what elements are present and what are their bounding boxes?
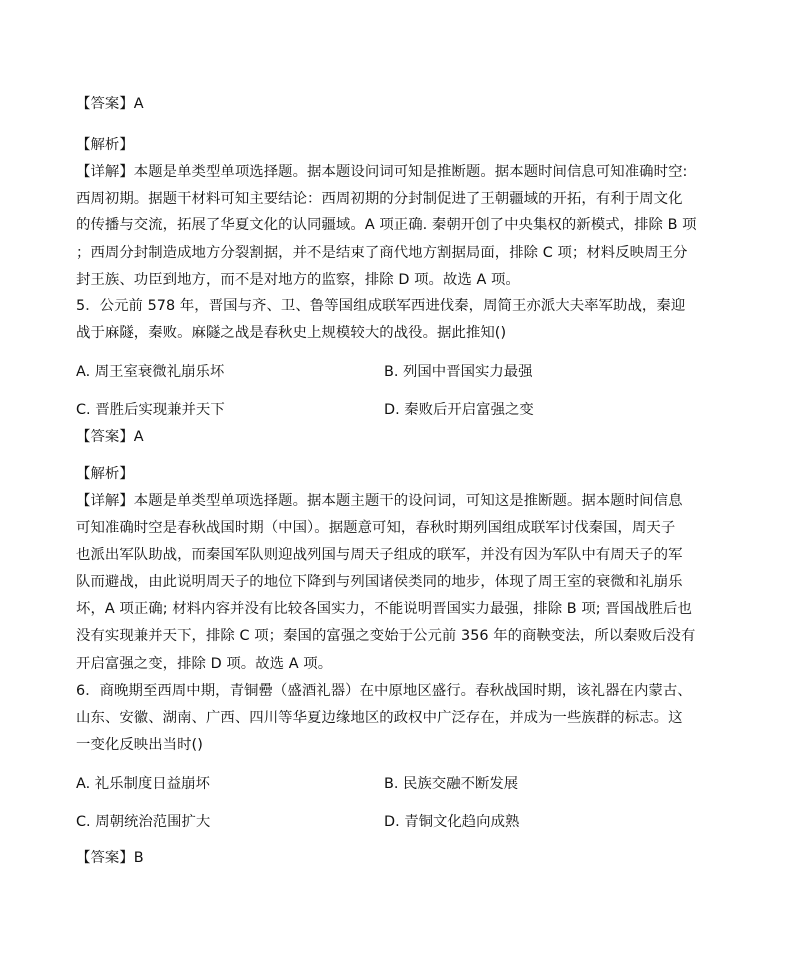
answer-label: 【答案】A	[76, 96, 144, 112]
question-6-stem: 山东、安徽、湖南、广西、四川等华夏边缘地区的政权中广泛存在，并成为一些族群的标志。这	[76, 710, 683, 726]
q5-option-b: B. 列国中晋国实力最强	[384, 364, 533, 380]
detail-line: 也派出军队助战，而秦国军队则迎战列国与周天子组成的联军，并没有因为军队中有周天子的军	[76, 547, 683, 563]
detail-line: 队而避战，由此说明周天子的地位下降到与列国诸侯类同的地步，体现了周王室的衰微和礼崩乐	[76, 574, 683, 590]
question-5-stem: 5．公元前 578 年，晋国与齐、卫、鲁等国组成联军西进伐秦，周简王亦派大夫率军助战，秦迎	[76, 298, 686, 314]
detail-line: 西周初期。据题干材料可知主要结论：西周初期的分封制促进了王朝疆域的开拓，有利于周文化	[76, 191, 683, 207]
q6-option-a: A. 礼乐制度日益崩坏	[76, 776, 210, 792]
answer-label: 【答案】B	[76, 850, 144, 866]
q5-option-d: D. 秦败后开启富强之变	[384, 402, 534, 418]
detail-line: 【详解】本题是单类型单项选择题。据本题主题干的设问词，可知这是推断题。据本题时间信息	[76, 493, 683, 509]
question-6-stem: 6．商晚期至西周中期，青铜罍（盛酒礼器）在中原地区盛行。春秋战国时期，该礼器在内蒙古、	[76, 683, 692, 699]
analysis-label: 【解析】	[76, 137, 134, 153]
detail-line: 可知准确时空是春秋战国时期（中国）。据题意可知，春秋时期列国组成联军讨伐秦国，周天子	[76, 520, 676, 536]
question-5-stem: 战于麻隧，秦败。麻隧之战是春秋史上规模较大的战役。据此推知()	[76, 325, 507, 341]
detail-line: 封王族、功臣到地方，而不是对地方的监察，排除 D 项。故选 A 项。	[76, 272, 520, 288]
detail-line: ；西周分封制造成地方分裂割据，并不是结束了商代地方割据局面，排除 C 项；材料反映周王分	[76, 245, 688, 261]
question-6-stem: 一变化反映出当时()	[76, 737, 203, 753]
q6-option-d: D. 青铜文化趋向成熟	[384, 814, 520, 830]
q6-option-c: C. 周朝统治范围扩大	[76, 814, 211, 830]
detail-line: 开启富强之变，排除 D 项。故选 A 项。	[76, 656, 333, 672]
detail-line: 没有实现兼并天下，排除 C 项；秦国的富强之变始于公元前 356 年的商鞅变法，所以秦败后没有	[76, 628, 696, 644]
detail-line: 的传播与交流，拓展了华夏文化的认同疆域。A 项正确. 秦朝开创了中央集权的新模式，排除 B 项	[76, 217, 697, 233]
answer-label: 【答案】A	[76, 429, 144, 445]
detail-line: 坏，A 项正确; 材料内容并没有比较各国实力，不能说明晋国实力最强，排除 B 项; 晋国战胜后也	[76, 601, 692, 617]
analysis-label: 【解析】	[76, 466, 134, 482]
q5-option-c: C. 晋胜后实现兼并天下	[76, 402, 225, 418]
q5-option-a: A. 周王室衰微礼崩乐坏	[76, 364, 225, 380]
q6-option-b: B. 民族交融不断发展	[384, 776, 519, 792]
detail-line: 【详解】本题是单类型单项选择题。据本题设问词可知是推断题。据本题时间信息可知准确时空:	[76, 164, 688, 180]
